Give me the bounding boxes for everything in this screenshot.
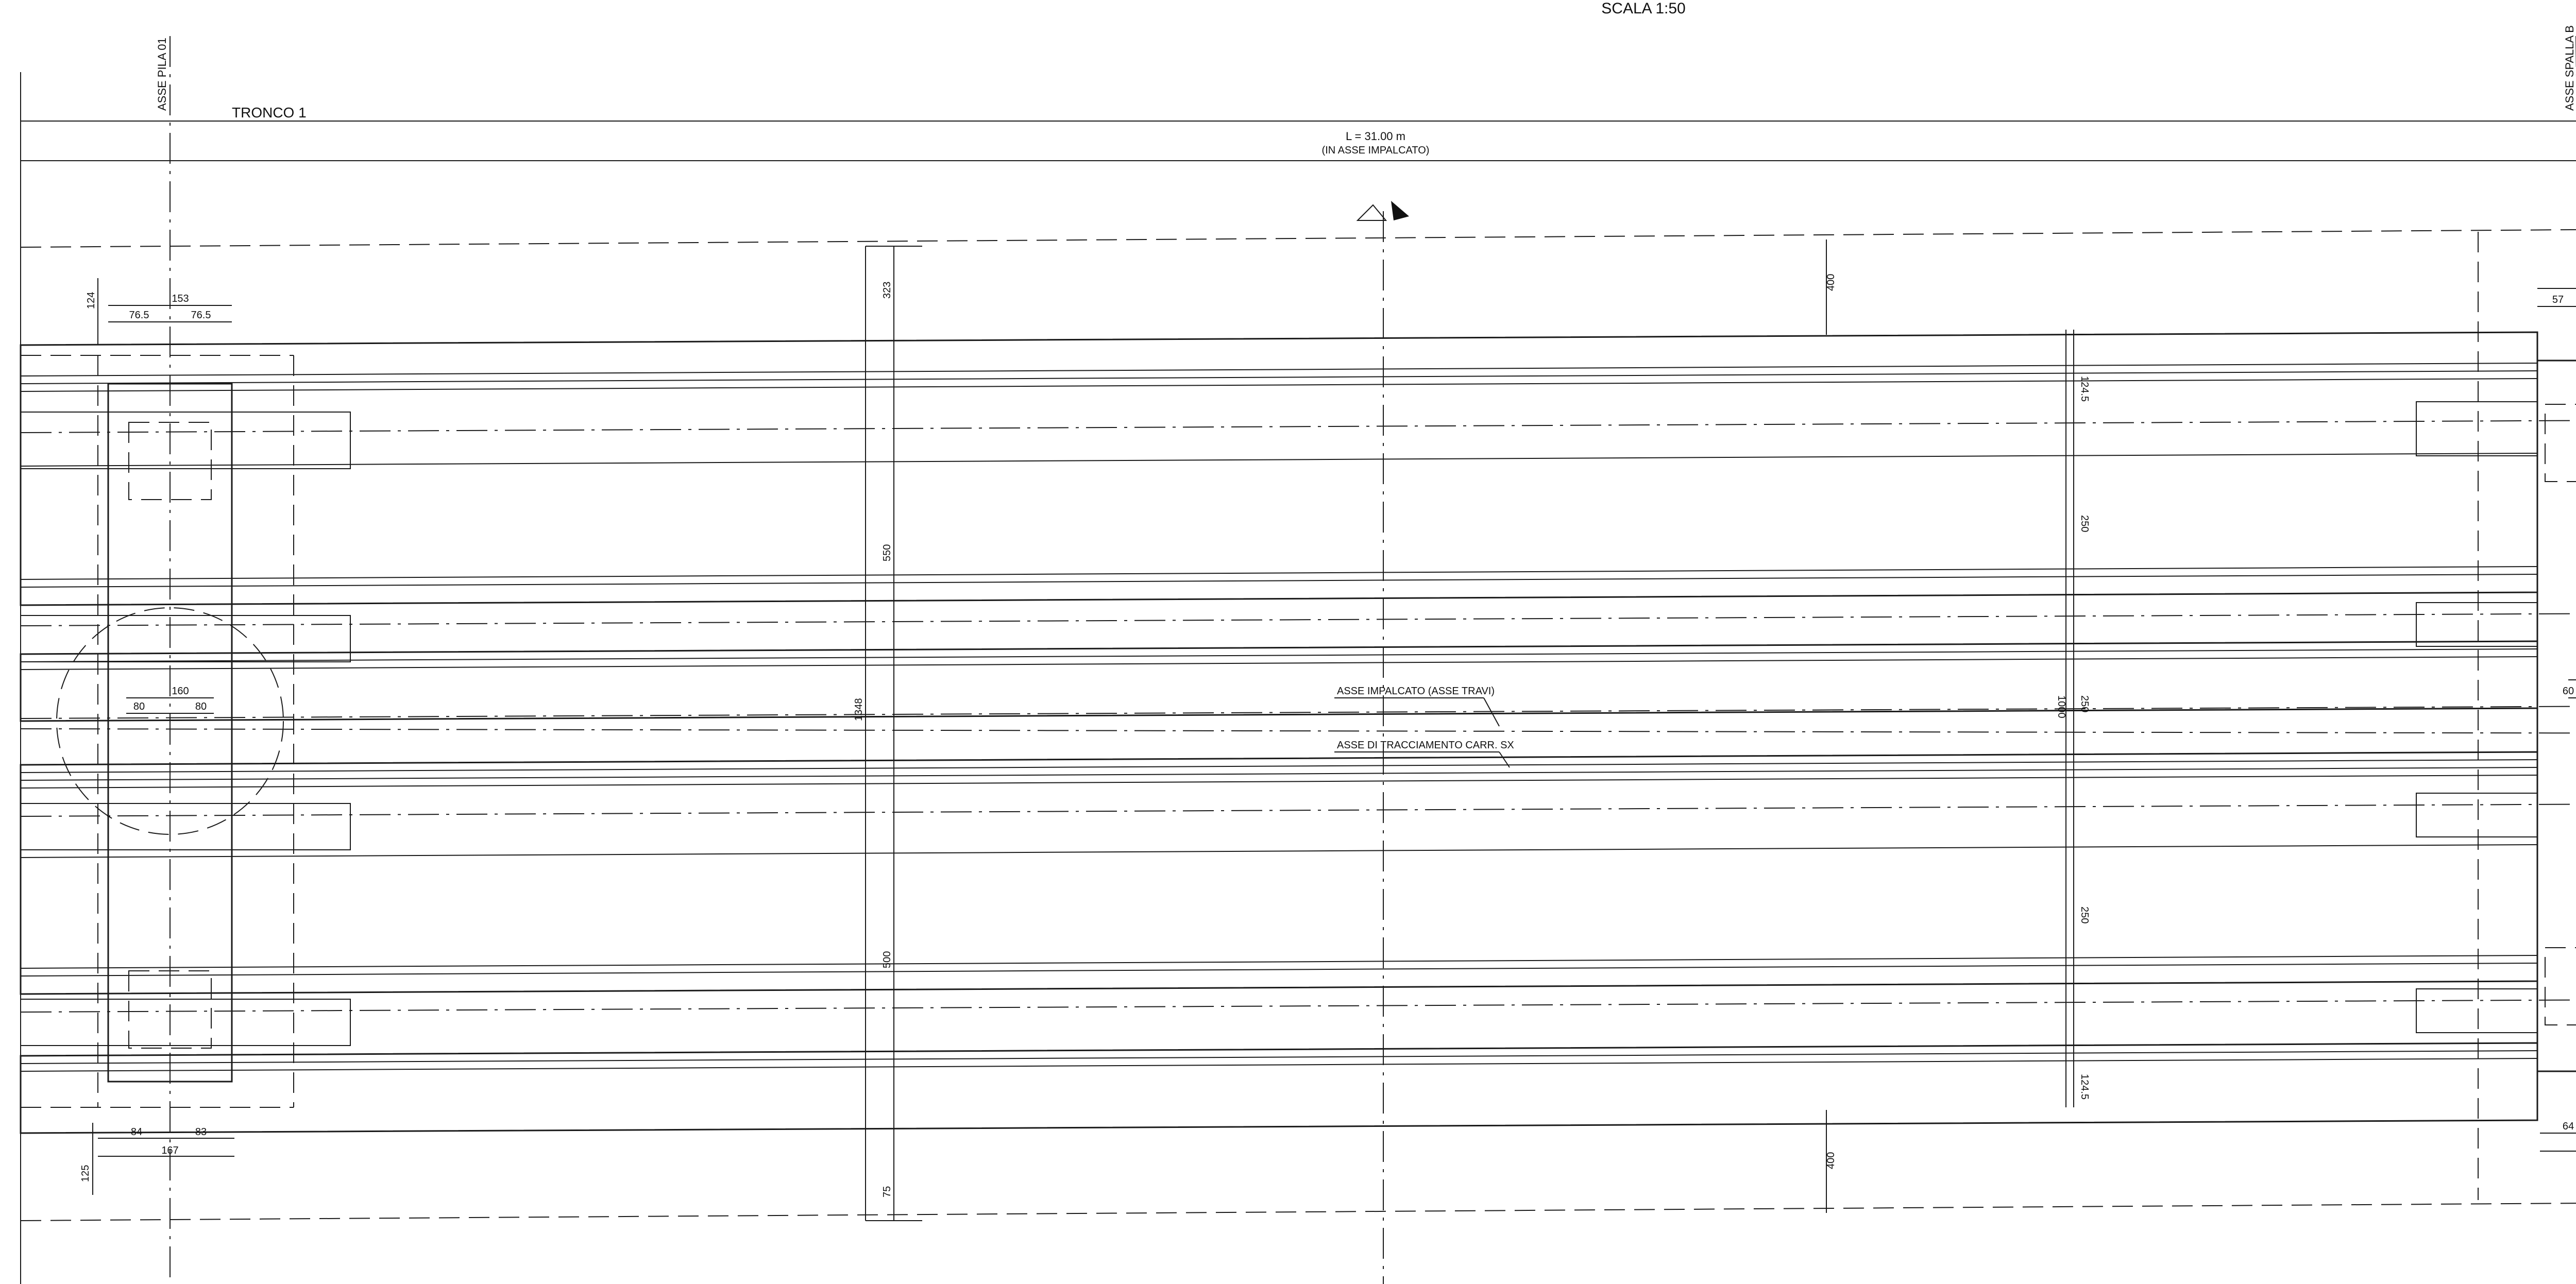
beam-axis-lines [21, 420, 2576, 1012]
dim-right-250a: 250 [2079, 515, 2090, 533]
girder-b [21, 752, 2537, 994]
girder-d [21, 332, 2537, 605]
span-length-dimension [21, 121, 2576, 161]
span-length-note: (IN ASSE IMPALCATO) [1321, 145, 1430, 156]
dim-sp-64: 64 [2562, 1121, 2574, 1132]
dim-mid-1348: 1348 [853, 698, 865, 721]
dim-right-1245b: 124.5 [2079, 1074, 2090, 1100]
dims-left [80, 278, 234, 1195]
dim-right-250b: 250 [2079, 695, 2090, 713]
abutment-axis [2563, 25, 2576, 1284]
dim-left-84: 84 [130, 1126, 143, 1138]
dim-mid-bottom-400: 400 [1825, 1152, 1837, 1169]
dim-left-125: 125 [80, 1165, 91, 1182]
callout-tracing-axis [1334, 740, 1514, 767]
dim-right-250c: 250 [2079, 906, 2090, 924]
span-length: L = 31.00 m [1346, 130, 1405, 143]
dim-mid-top-400: 400 [1825, 273, 1837, 291]
abutment-cap [2416, 361, 2576, 1071]
dim-left-124: 124 [86, 292, 97, 309]
dim-mid-550: 550 [882, 544, 893, 561]
dims-right [2056, 330, 2090, 1107]
callout-tracing-axis-text: ASSE DI TRACCIAMENTO CARR. SX [1337, 740, 1514, 751]
dim-mid-75: 75 [882, 1186, 893, 1197]
scale-title: SCALA 1:50 [1601, 0, 1686, 17]
dim-right-1000: 1000 [2056, 695, 2067, 718]
dim-left-76b: 76.5 [191, 310, 211, 321]
dim-left-160: 160 [172, 686, 189, 697]
span-label: TRONCO 1 [232, 105, 307, 121]
abutment-axis-label: ASSE SPALLA B [2563, 25, 2576, 111]
dim-mid-500: 500 [882, 951, 893, 968]
dim-left-167: 167 [161, 1145, 179, 1156]
callout-deck-axis-text: ASSE IMPALCATO (ASSE TRAVI) [1337, 686, 1495, 697]
dim-sp-60b: 60 [2562, 686, 2574, 697]
dims-abutment [2537, 268, 2576, 1200]
dim-left-153: 153 [172, 293, 189, 304]
dim-left-76a: 76.5 [129, 310, 149, 321]
pier-axis-label: ASSE PILA 01 [156, 38, 168, 111]
dim-mid-323: 323 [882, 281, 893, 299]
deck-edges [21, 227, 2576, 1221]
dim-sp-57: 57 [2552, 294, 2564, 305]
girder-c [21, 641, 2537, 721]
girder-a [21, 1043, 2537, 1133]
dim-left-80a: 80 [133, 701, 145, 712]
dim-right-1245a: 124.5 [2079, 376, 2090, 402]
callout-deck-axis [1334, 686, 1499, 726]
dim-left-83: 83 [195, 1126, 207, 1138]
pier-axis [156, 36, 170, 1284]
dim-left-80b: 80 [195, 701, 207, 712]
